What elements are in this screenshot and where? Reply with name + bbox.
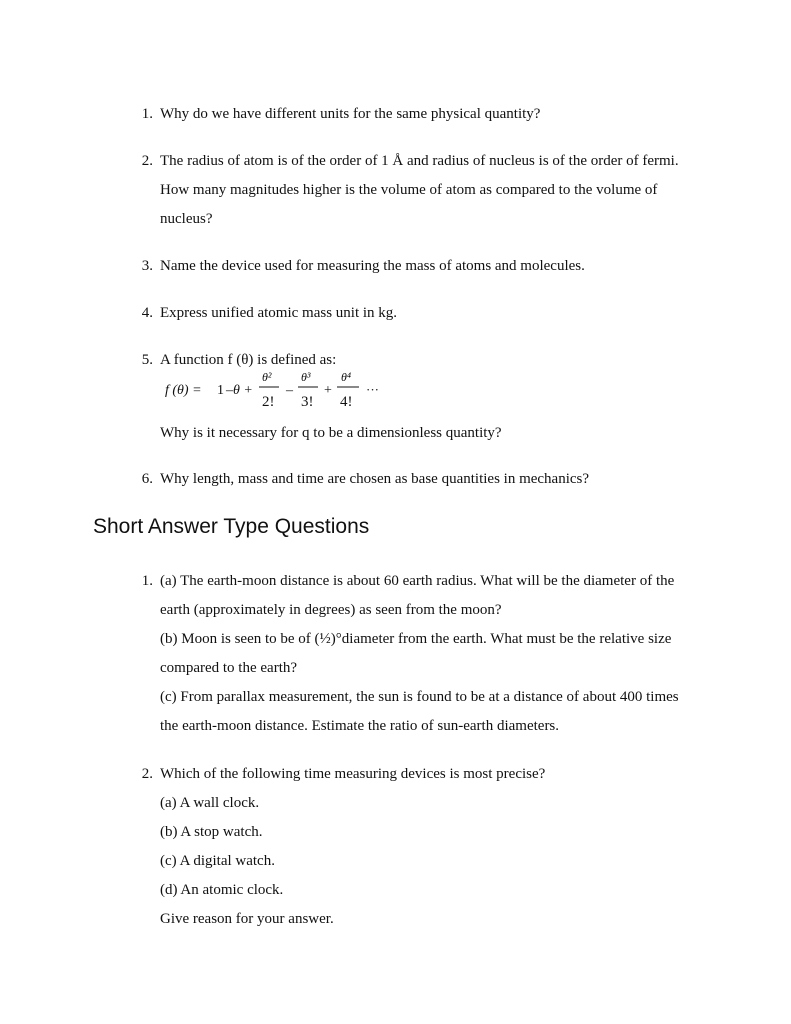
- question-number: 5.: [141, 352, 153, 368]
- question-text: A function f (θ) is defined as:: [160, 352, 337, 368]
- question-text: the earth-moon distance. Estimate the ratio of sun-earth diameters.: [160, 718, 560, 734]
- formula-term3-denominator: 4!: [340, 394, 353, 410]
- question-text: (a) The earth-moon distance is about 60 earth radius. What will be the diameter of the: [160, 573, 675, 589]
- question-text: Why is it necessary for q to be a dimensionless quantity?: [160, 425, 502, 441]
- formula-operator: +: [324, 383, 332, 398]
- formula-one: 1: [217, 383, 224, 398]
- formula-minus-theta: –θ +: [226, 383, 253, 398]
- option-a: (a) A wall clock.: [160, 795, 260, 811]
- formula-lhs: f (θ) =: [165, 383, 202, 398]
- question-text: How many magnitudes higher is the volume of atom as compared to the volume of: [160, 182, 658, 198]
- section-heading: Short Answer Type Questions: [93, 515, 370, 538]
- question-text: Why length, mass and time are chosen as base quantities in mechanics?: [160, 471, 590, 487]
- option-c: (c) A digital watch.: [160, 853, 275, 869]
- option-b: (b) A stop watch.: [160, 824, 263, 840]
- question-text: nucleus?: [160, 211, 213, 227]
- question-text: (c) From parallax measurement, the sun is found to be at a distance of about 400 times: [160, 689, 679, 705]
- question-number: 4.: [141, 305, 153, 321]
- question-text: Give reason for your answer.: [160, 911, 334, 927]
- question-text: Name the device used for measuring the mass of atoms and molecules.: [160, 258, 585, 274]
- formula-image: [165, 368, 395, 412]
- option-d: (d) An atomic clock.: [160, 882, 284, 898]
- formula-term1-numerator: θ²: [262, 370, 272, 384]
- question-text: Which of the following time measuring devices is most precise?: [160, 766, 546, 782]
- formula-term3-numerator: θ⁴: [341, 370, 352, 384]
- formula-term2-denominator: 3!: [301, 394, 314, 410]
- formula-term1-denominator: 2!: [262, 394, 275, 410]
- question-number: 2.: [141, 766, 153, 782]
- question-number: 6.: [141, 471, 153, 487]
- question-text: Express unified atomic mass unit in kg.: [160, 305, 398, 321]
- question-number: 1.: [141, 106, 153, 122]
- question-number: 3.: [141, 258, 153, 274]
- question-number: 2.: [141, 153, 153, 169]
- question-text: (b) Moon is seen to be of (½)°diameter from the earth. What must be the relative size: [160, 631, 672, 647]
- question-text: earth (approximately in degrees) as seen from the moon?: [160, 602, 502, 618]
- formula-term2-numerator: θ³: [301, 370, 311, 384]
- question-text: The radius of atom is of the order of 1 Å and radius of nucleus is of the order of fermi.: [160, 153, 679, 169]
- question-number: 1.: [141, 573, 153, 589]
- question-text: compared to the earth?: [160, 660, 298, 676]
- formula-ellipsis: ···: [366, 382, 379, 397]
- formula-operator: –: [286, 383, 293, 398]
- question-text: Why do we have different units for the same physical quantity?: [160, 106, 541, 122]
